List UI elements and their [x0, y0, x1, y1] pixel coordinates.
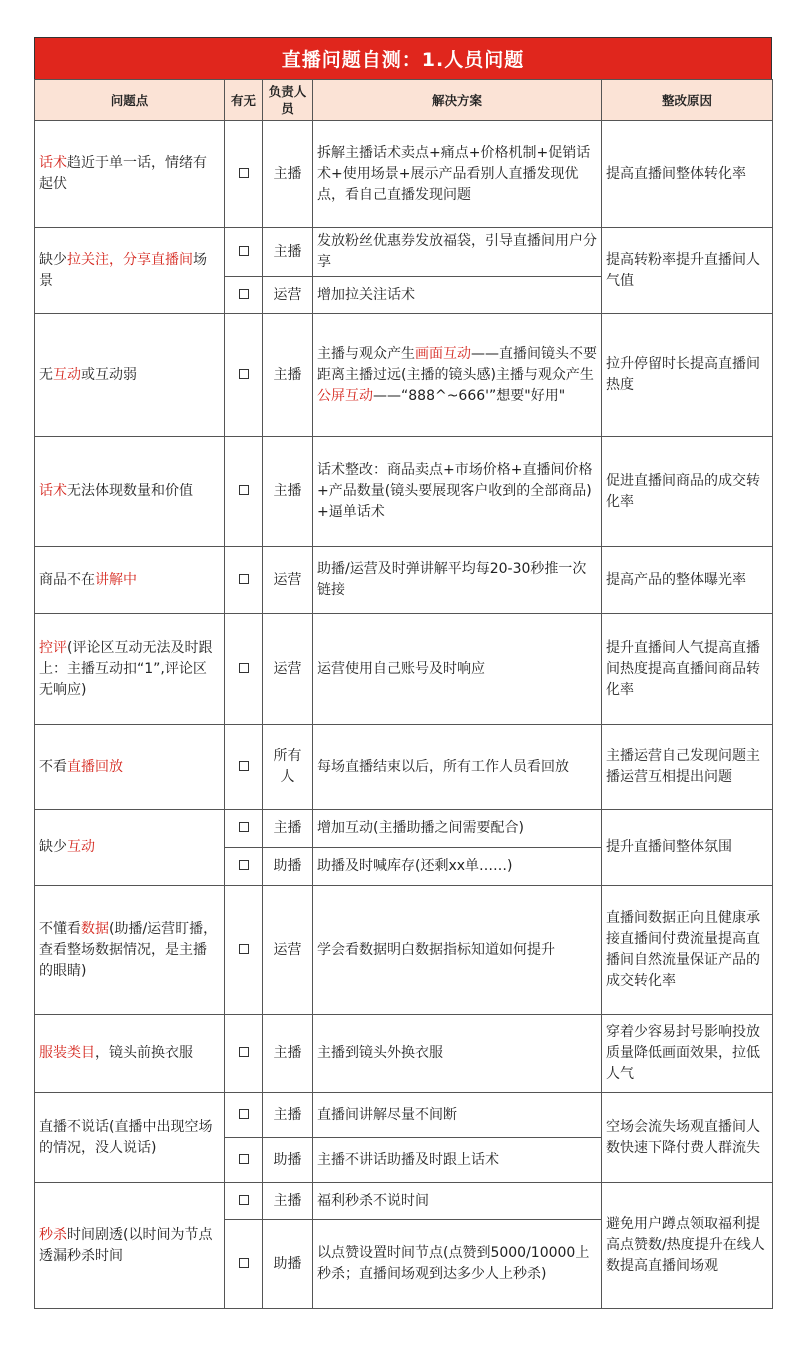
header-has: 有无 [225, 80, 263, 121]
solution-cell [313, 1220, 602, 1309]
checkbox-cell [225, 848, 263, 886]
solution-2-0-seg-3: 公屏互动 [317, 387, 373, 404]
table-row [35, 1093, 773, 1138]
solution-cell [313, 725, 602, 810]
checkbox-icon[interactable] [239, 369, 249, 379]
reason-cell: 拉升停留时长提高直播间热度 [602, 314, 773, 437]
sheet-title: 直播问题自测：1.人员问题 [34, 37, 772, 79]
checkbox-icon[interactable] [239, 168, 249, 178]
checkbox-icon[interactable] [239, 944, 249, 954]
checkbox-cell [225, 314, 263, 437]
solution-cell [313, 277, 602, 314]
reason-cell: 主播运营自己发现问题主播运营互相提出问题 [602, 725, 773, 810]
problem-cell [35, 810, 225, 886]
header-problem: 问题点 [35, 80, 225, 121]
solution-11-0-seg-0: 福利秒杀不说时间 [317, 1192, 429, 1209]
checkbox-cell [225, 1138, 263, 1183]
problem-3-seg-1: 无法体现数量和价值 [67, 483, 193, 499]
problem-6-seg-0: 不看 [39, 758, 67, 775]
table-row [35, 614, 773, 725]
problem-cell [35, 1183, 225, 1309]
reason-cell: 直播间数据正向且健康承接直播间付费流量提高直播间自然流量保证产品的成交转化率 [602, 886, 773, 1015]
owner-cell: 助播 [263, 848, 313, 886]
checkbox-icon[interactable] [239, 289, 249, 299]
problem-2-seg-1: 互动 [53, 366, 81, 383]
solution-4-0-seg-0: 助播/运营及时弹讲解平均每20-30秒推一次链接 [317, 561, 587, 598]
solution-cell [313, 1015, 602, 1093]
solution-cell [313, 121, 602, 228]
solution-2-0-seg-2: ——直播间镜头不要距离主播过远(主播的镜头感)主播与观众产生 [317, 345, 597, 383]
solution-0-0-seg-0: 拆解主播话术卖点+痛点+价格机制+促销话术+使用场景+展示产品看别人直播发现优点，看自己直播发现问题 [317, 144, 591, 203]
problem-9-seg-1: ，镜头前换衣服 [95, 1045, 193, 1061]
checkbox-icon[interactable] [239, 860, 249, 870]
checkbox-cell [225, 1093, 263, 1138]
solution-1-1-seg-0: 增加拉关注话术 [317, 286, 415, 303]
table-row [35, 886, 773, 1015]
solution-cell [313, 886, 602, 1015]
checkbox-icon[interactable] [239, 1109, 249, 1119]
reason-cell: 穿着少容易封号影响投放质量降低画面效果，拉低人气 [602, 1015, 773, 1093]
owner-cell: 主播 [263, 121, 313, 228]
table-row [35, 810, 773, 848]
checkbox-icon[interactable] [239, 1258, 249, 1268]
checkbox-cell [225, 1183, 263, 1220]
solution-1-0-seg-0: 发放粉丝优惠券发放福袋，引导直播间用户分享 [317, 233, 597, 270]
table-row [35, 228, 773, 277]
solution-10-1-seg-0: 主播不讲话助播及时跟上话术 [317, 1151, 499, 1168]
problem-0-seg-0: 话术 [39, 155, 67, 171]
problem-11-seg-1: 时间剧透(以时间为节点透漏秒杀时间 [39, 1226, 213, 1264]
problem-cell [35, 1015, 225, 1093]
solution-cell [313, 614, 602, 725]
checkbox-cell [225, 1015, 263, 1093]
problem-1-seg-0: 缺少 [39, 251, 67, 268]
solution-cell [313, 547, 602, 614]
solution-cell [313, 848, 602, 886]
problem-8-seg-0: 不懂看 [39, 920, 81, 937]
reason-cell: 提高直播间整体转化率 [602, 121, 773, 228]
owner-cell: 主播 [263, 1015, 313, 1093]
reason-cell: 避免用户蹲点领取福利提高点赞数/热度提升在线人数提高直播间场观 [602, 1183, 773, 1309]
problem-table [34, 79, 773, 1309]
problem-7-seg-1: 互动 [67, 839, 95, 855]
problem-1-seg-1: 拉关注，分享直播间 [67, 251, 193, 268]
checkbox-icon[interactable] [239, 1047, 249, 1057]
problem-8-seg-2: (助播/运营盯播，查看整场数据情况，是主播的眼睛) [39, 920, 218, 979]
problem-9-seg-0: 服装类目 [39, 1045, 95, 1061]
problem-cell [35, 314, 225, 437]
table-body [35, 121, 773, 1309]
problem-7-seg-0: 缺少 [39, 839, 67, 855]
solution-cell [313, 228, 602, 277]
checkbox-cell [225, 228, 263, 277]
checkbox-icon[interactable] [239, 246, 249, 256]
checkbox-cell [225, 437, 263, 547]
problem-5-seg-1: (评论区互动无法及时跟上：主播互动扣“1”,评论区无响应) [39, 639, 213, 698]
table-row [35, 725, 773, 810]
owner-cell: 主播 [263, 1183, 313, 1220]
solution-2-0-seg-0: 主播与观众产生 [317, 345, 415, 362]
problem-1-seg-2: 场景 [39, 251, 207, 289]
owner-cell: 助播 [263, 1138, 313, 1183]
checkbox-icon[interactable] [239, 761, 249, 771]
problem-cell [35, 886, 225, 1015]
checkbox-cell [225, 547, 263, 614]
reason-cell: 提高产品的整体曝光率 [602, 547, 773, 614]
solution-7-1-seg-0: 助播及时喊库存(还剩xx单……) [317, 858, 513, 874]
table-row [35, 1015, 773, 1093]
problem-5-seg-0: 控评 [39, 639, 67, 656]
solution-cell [313, 810, 602, 848]
header-owner: 负责人员 [263, 80, 313, 121]
table-row [35, 547, 773, 614]
reason-cell: 空场会流失场观直播间人数快速下降付费人群流失 [602, 1093, 773, 1183]
solution-5-0-seg-0: 运营使用自己账号及时响应 [317, 660, 485, 677]
checkbox-cell [225, 614, 263, 725]
reason-cell: 促进直播间商品的成交转化率 [602, 437, 773, 547]
checkbox-icon[interactable] [239, 485, 249, 495]
checkbox-icon[interactable] [239, 1154, 249, 1164]
table-row [35, 121, 773, 228]
problem-2-seg-0: 无 [39, 366, 53, 383]
problem-cell [35, 228, 225, 314]
owner-cell: 主播 [263, 437, 313, 547]
checkbox-cell [225, 810, 263, 848]
solution-2-0-seg-1: 画面互动 [415, 345, 471, 362]
checkbox-icon[interactable] [239, 663, 249, 673]
owner-cell: 运营 [263, 614, 313, 725]
problem-4-seg-1: 讲解中 [95, 571, 137, 588]
problem-8-seg-1: 数据 [81, 920, 109, 937]
problem-cell [35, 437, 225, 547]
solution-cell [313, 437, 602, 547]
checkbox-cell [225, 725, 263, 810]
solution-cell [313, 314, 602, 437]
owner-cell: 主播 [263, 314, 313, 437]
table-row [35, 437, 773, 547]
header-solution: 解决方案 [313, 80, 602, 121]
solution-8-0-seg-0: 学会看数据明白数据指标知道如何提升 [317, 941, 555, 958]
problem-6-seg-1: 直播回放 [67, 758, 123, 775]
reason-cell: 提升直播间人气提高直播间热度提高直播间商品转化率 [602, 614, 773, 725]
solution-9-0-seg-0: 主播到镜头外换衣服 [317, 1045, 443, 1061]
owner-cell: 运营 [263, 547, 313, 614]
problem-0-seg-1: 趋近于单一话，情绪有起伏 [39, 155, 207, 192]
problem-cell [35, 614, 225, 725]
solution-11-1-seg-0: 以点赞设置时间节点(点赞到5000/10000上秒杀；直播间场观到达多少人上秒杀) [317, 1245, 590, 1282]
solution-cell [313, 1138, 602, 1183]
owner-cell: 助播 [263, 1220, 313, 1309]
solution-6-0-seg-0: 每场直播结束以后，所有工作人员看回放 [317, 758, 569, 775]
owner-cell: 运营 [263, 886, 313, 1015]
checkbox-cell [225, 1220, 263, 1309]
solution-cell [313, 1183, 602, 1220]
checkbox-cell [225, 886, 263, 1015]
checkbox-icon[interactable] [239, 574, 249, 584]
problem-cell [35, 725, 225, 810]
owner-cell: 运营 [263, 277, 313, 314]
problem-2-seg-2: 或互动弱 [81, 366, 137, 383]
owner-cell: 主播 [263, 1093, 313, 1138]
reason-cell: 提升直播间整体氛围 [602, 810, 773, 886]
owner-cell: 主播 [263, 810, 313, 848]
table-row [35, 314, 773, 437]
header-reason: 整改原因 [602, 80, 773, 121]
checkbox-cell [225, 121, 263, 228]
solution-3-0-seg-0: 话术整改：商品卖点+市场价格+直播间价格+产品数量(镜头要展现客户收到的全部商品)+逼单话术 [317, 462, 593, 520]
problem-cell [35, 1093, 225, 1183]
solution-10-0-seg-0: 直播间讲解尽量不间断 [317, 1106, 457, 1123]
owner-cell: 所有人 [263, 725, 313, 810]
problem-cell [35, 121, 225, 228]
owner-cell: 主播 [263, 228, 313, 277]
solution-2-0-seg-4: ——“888^~666'”想要"好用" [373, 387, 566, 404]
problem-11-seg-0: 秒杀 [39, 1226, 67, 1243]
problem-10-seg-0: 直播不说话(直播中出现空场的情况，没人说话) [39, 1118, 213, 1156]
reason-cell: 提高转粉率提升直播间人气值 [602, 228, 773, 314]
problem-3-seg-0: 话术 [39, 483, 67, 499]
solution-7-0-seg-0: 增加互动(主播助播之间需要配合) [317, 820, 524, 836]
problem-cell [35, 547, 225, 614]
problem-4-seg-0: 商品不在 [39, 571, 95, 588]
solution-cell [313, 1093, 602, 1138]
table-row [35, 1183, 773, 1220]
checkbox-icon[interactable] [239, 1195, 249, 1205]
self-check-sheet [34, 37, 772, 1309]
checkbox-icon[interactable] [239, 822, 249, 832]
checkbox-cell [225, 277, 263, 314]
